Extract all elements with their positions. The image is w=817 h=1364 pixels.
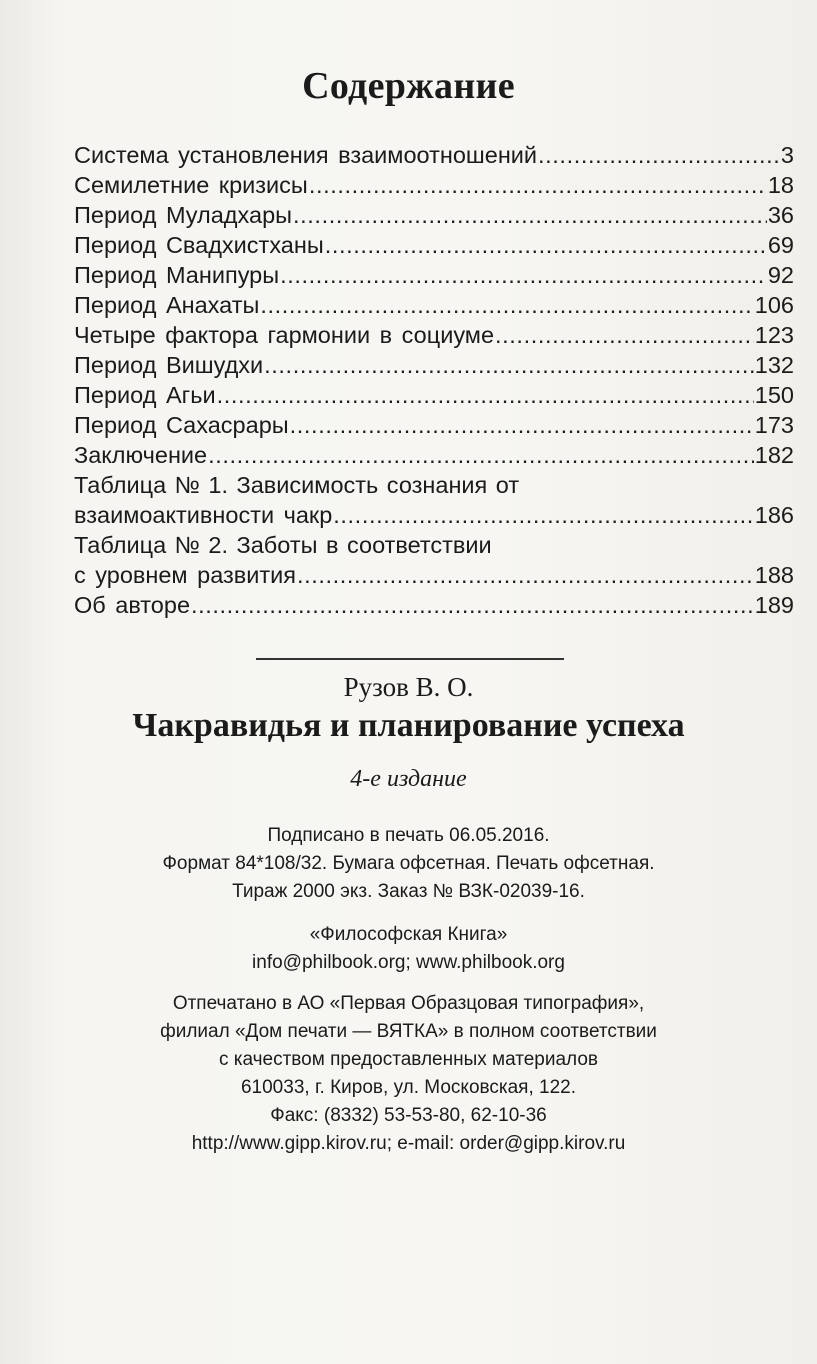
printer-web: http://www.gipp.kirov.ru; e-mail: order@gipp.kirov.ru [191,1133,626,1154]
toc-entry-page: 3 [780,142,794,168]
imprint-signed: Подписано в печать 06.05.2016. [267,825,550,846]
toc-entry [74,410,794,440]
dot-leader [191,590,754,620]
toc-entry [74,440,794,470]
publisher-name: «Философская Книга» [309,924,508,945]
toc-entry-page: 189 [754,592,794,618]
dot-leader [293,200,767,230]
toc-entry-page: 92 [767,262,794,288]
printer-line-1: Отпечатано в АО «Первая Образцовая типография», [172,993,645,1014]
dot-leader [538,140,780,170]
toc-entry-label: Период Манипуры [74,262,280,288]
toc-entry-label: Период Сахасрары [74,412,289,438]
toc-entry-page: 188 [754,562,794,588]
book-edition: 4-е издание [350,766,467,792]
toc-entry [74,320,794,350]
table-of-contents [74,140,794,620]
toc-entry-label: с уровнем развития [74,562,296,588]
printer-line-3: с качеством предоставленных материалов [218,1049,599,1070]
toc-entry-page: 36 [767,202,794,228]
dot-leader [309,170,767,200]
toc-entry [74,140,794,170]
toc-entry [74,170,794,200]
toc-entry-label: Период Муладхары [74,202,293,228]
toc-entry-page: 173 [754,412,794,438]
toc-entry [74,350,794,380]
toc-entry-label: Период Анахаты [74,292,260,318]
toc-entry-label: Период Агьи [74,382,216,408]
imprint-printer [0,990,817,1158]
toc-entry-label: Семилетние кризисы [74,172,308,198]
dot-leader [290,410,754,440]
toc-entry-label: Период Вишудхи [74,352,264,378]
toc-title: Содержание [302,65,515,107]
toc-entry-page: 186 [754,502,794,528]
toc-entry [74,200,794,230]
publisher-contacts: info@philbook.org; www.philbook.org [252,952,565,973]
imprint-publisher [0,921,817,977]
toc-entry-page: 132 [754,352,794,378]
divider-line [256,658,564,660]
toc-entry-label: Заключение [74,442,208,468]
dot-leader [208,440,754,470]
imprint-print-run: Тираж 2000 экз. Заказ № ВЗК-02039-16. [232,881,585,902]
toc-entry [74,560,794,590]
dot-leader [297,560,754,590]
toc-entry [74,230,794,260]
toc-entry-label: взаимоактивности чакр [74,502,333,528]
toc-entry-label: Период Свадхистханы [74,232,324,258]
toc-entry [74,590,794,620]
dot-leader [280,260,767,290]
imprint-print-info [0,822,817,906]
imprint-format: Формат 84*108/32. Бумага офсетная. Печать офсетная. [162,853,655,874]
toc-entry-label: Система установления взаимоотношений [74,142,538,168]
printer-line-2: филиал «Дом печати — ВЯТКА» в полном соответствии [160,1021,657,1042]
book-author: Рузов В. О. [343,672,474,702]
toc-entry-page: 69 [767,232,794,258]
book-title: Чакравидья и планирование успеха [132,707,685,744]
toc-entry [74,290,794,320]
toc-entry [74,380,794,410]
dot-leader [264,350,754,380]
dot-leader [333,500,753,530]
toc-entry-page: 106 [754,292,794,318]
toc-entry-page: 18 [767,172,794,198]
toc-entry-label-line: Таблица № 2. Заботы в соответствии [74,532,492,558]
printer-fax: Факс: (8332) 53-53-80, 62-10-36 [270,1105,547,1126]
printer-address: 610033, г. Киров, ул. Московская, 122. [240,1077,577,1098]
dot-leader [217,380,754,410]
toc-entry-label: Об авторе [74,592,191,618]
toc-entry-label-line: Таблица № 1. Зависимость сознания от [74,472,520,498]
dot-leader [325,230,767,260]
toc-entry-page: 150 [754,382,794,408]
toc-entry-page: 182 [754,442,794,468]
dot-leader [260,290,753,320]
toc-entry-page: 123 [754,322,794,348]
toc-entry-label: Четыре фактора гармонии в социуме [74,322,495,348]
toc-entry [74,260,794,290]
toc-entry [74,500,794,530]
dot-leader [495,320,754,350]
